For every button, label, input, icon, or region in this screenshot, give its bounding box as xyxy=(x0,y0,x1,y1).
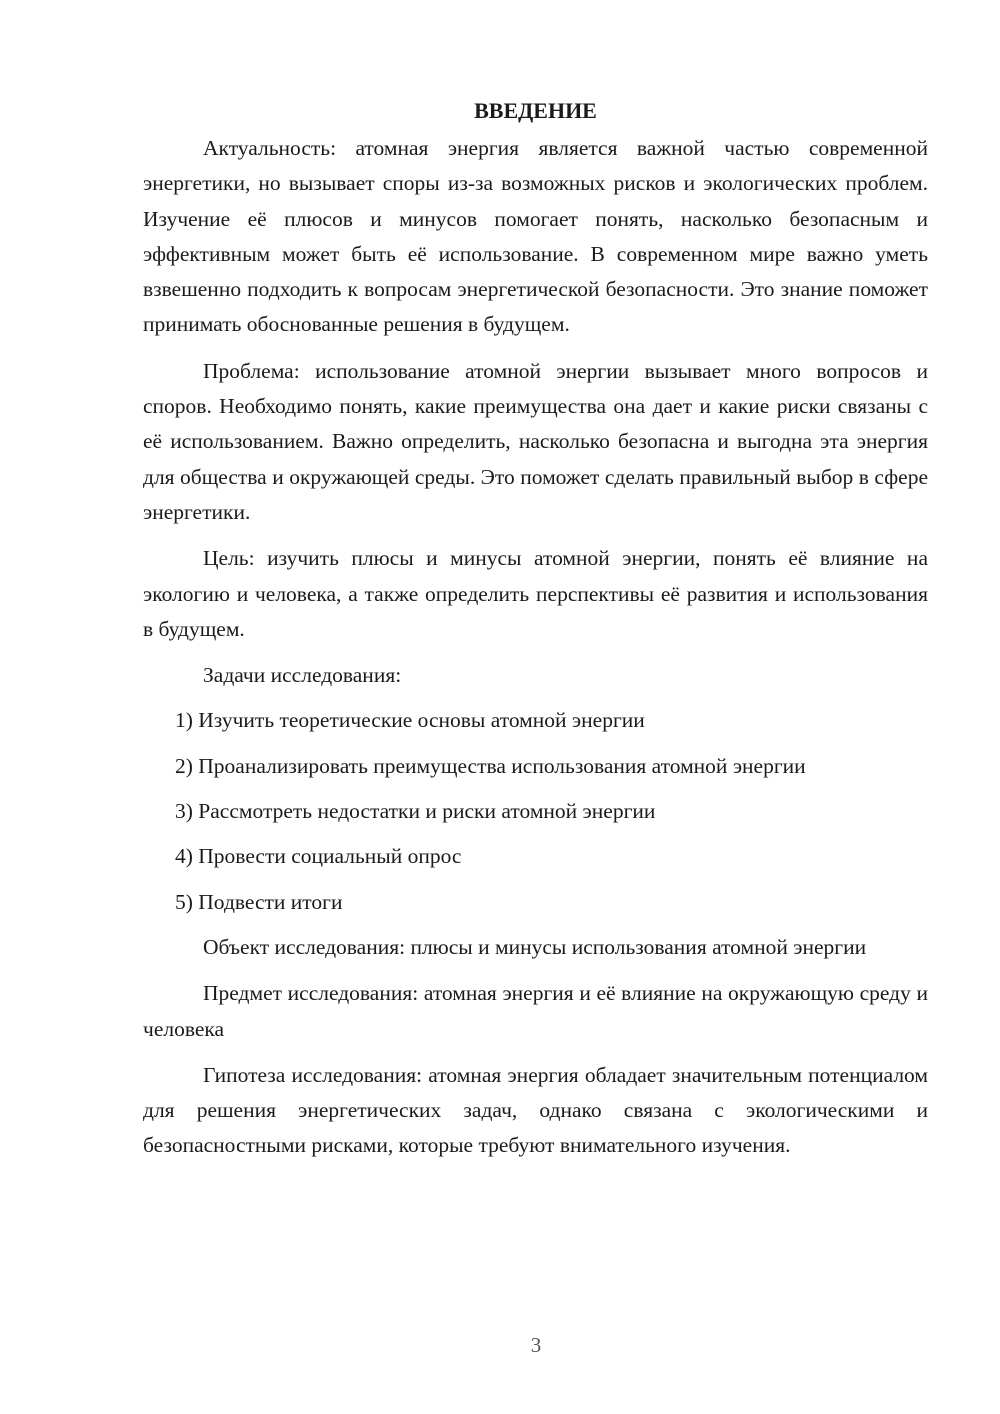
task-item: 2) Проанализировать преимущества использования атомной энергии xyxy=(175,753,806,778)
hypothesis-paragraph: Гипотеза исследования: атомная энергия обладает значительным потенциалом для решения энергетических задач, однако связана с экологическими и безопасностными рисками, которые требуют внимательного изучения. xyxy=(143,1062,928,1158)
task-item: 5) Подвести итоги xyxy=(175,889,343,914)
task-item: 1) Изучить теоретические основы атомной энергии xyxy=(175,708,645,733)
section-heading: ВВЕДЕНИЕ xyxy=(474,98,597,123)
relevance-paragraph: Актуальность: атомная энергия является важной частью современной энергетики, но вызывает споры из-за возможных рисков и экологических проблем. Изучение её плюсов и минусов помогает понять, насколько безопасным и эффективным может быть её использование. В современном мире важно уметь взвешенно подходить к вопросам энергетической безопасности. Это знание поможет принимать обоснованные решения в будущем. xyxy=(143,136,928,337)
task-item: 4) Провести социальный опрос xyxy=(175,844,462,869)
tasks-title: Задачи исследования: xyxy=(203,663,402,688)
task-list xyxy=(143,703,928,919)
goal-paragraph: Цель: изучить плюсы и минусы атомной энергии, понять её влияние на экологию и человека, а также определить перспективы её развития и использования в будущем. xyxy=(143,546,928,641)
page-number: 3 xyxy=(530,1333,542,1357)
subject-paragraph: Предмет исследования: атомная энергия и её влияние на окружающую среду и человека xyxy=(143,981,928,1041)
problem-paragraph: Проблема: использование атомной энергии вызывает много вопросов и споров. Необходимо понять, какие преимущества она дает и какие риски связаны с её использованием. Важно определить, насколько безопасна и выгодна эта энергия для общества и окружающей среды. Это поможет сделать правильный выбор в сфере энергетики. xyxy=(143,358,928,524)
task-item: 3) Рассмотреть недостатки и риски атомной энергии xyxy=(175,799,656,824)
object-paragraph: Объект исследования: плюсы и минусы использования атомной энергии xyxy=(203,934,867,959)
page-content xyxy=(143,96,928,1175)
